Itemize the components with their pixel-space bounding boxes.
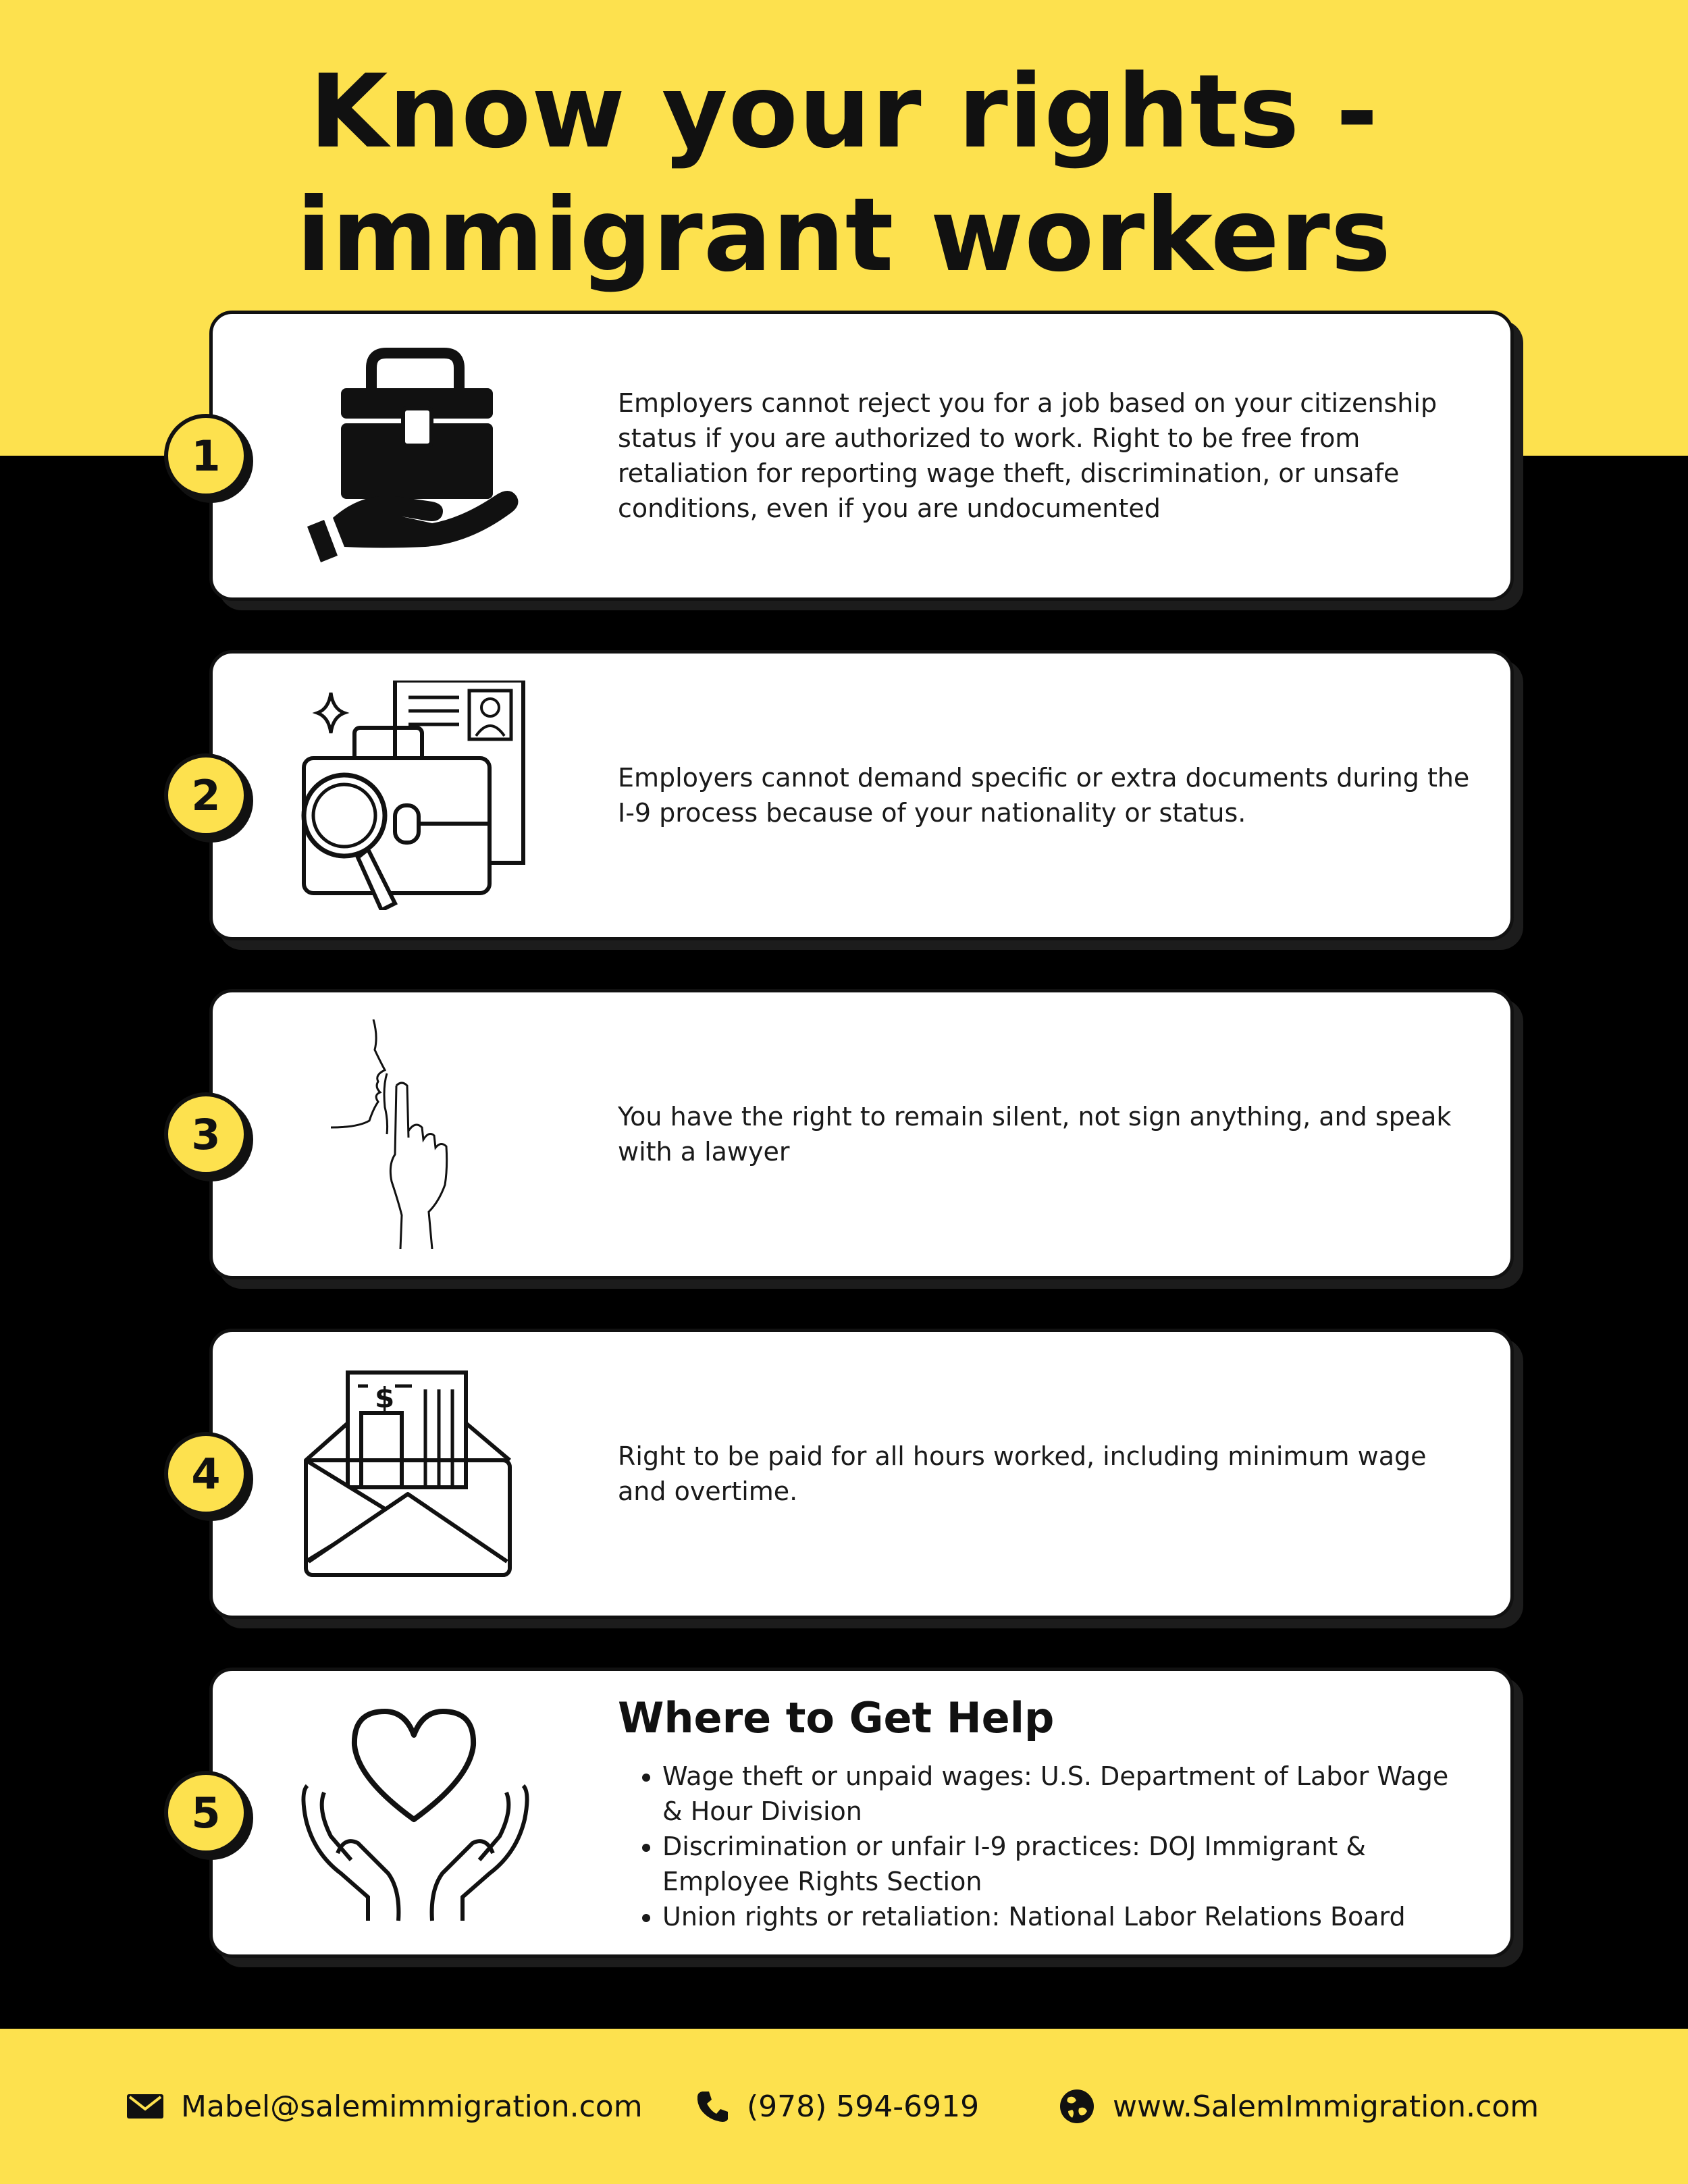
title-line-1: Know your rights -: [309, 53, 1379, 171]
rights-card-3: [191, 989, 1514, 1279]
phone-contact[interactable]: [695, 2079, 979, 2133]
help-item-discrimination: • Discrimination or unfair I-9 practices: DOJ Immigrant & Employee Rights Section: [662, 1829, 1475, 1899]
step-badge-1: 1: [164, 414, 248, 498]
help-heading: Where to Get Help: [618, 1693, 1055, 1742]
step-badge-5: 5: [164, 1771, 248, 1855]
help-item-wage-theft: • Wage theft or unpaid wages: U.S. Department of Labor Wage & Hour Division: [662, 1759, 1475, 1829]
email-contact[interactable]: [127, 2079, 643, 2133]
help-item-union-rights: • Union rights or retaliation: National Labor Relations Board: [662, 1899, 1475, 1934]
help-list: [618, 1759, 1475, 1934]
silence-gesture-icon: [294, 1019, 537, 1249]
briefcase-in-hand-icon: [294, 341, 537, 570]
website-url[interactable]: www.SalemImmigration.com: [1113, 2089, 1539, 2124]
heart-in-hands-icon: [294, 1698, 537, 1927]
globe-icon: [1059, 2088, 1095, 2125]
email-address[interactable]: Mabel@salemimmigration.com: [181, 2089, 643, 2124]
rights-card-1: [191, 311, 1514, 601]
phone-number[interactable]: (978) 594-6919: [747, 2089, 980, 2124]
rights-card-1-text: Employers cannot reject you for a job based on your citizenship status if you are authorized to work. Right to be free from retaliation for reporting wage theft, discrimination, or unsafe conditions, even if you are undocumented: [618, 388, 1438, 523]
page-title: [0, 51, 1688, 298]
rights-card-2-text: Employers cannot demand specific or extra documents during the I-9 process because of your nationality or status.: [618, 763, 1470, 828]
help-section: [618, 1671, 1475, 1954]
rights-card-5: [191, 1668, 1514, 1958]
svg-text:$: $: [375, 1381, 395, 1414]
contact-footer: [0, 2079, 1688, 2133]
rights-card-3-text: You have the right to remain silent, not sign anything, and speak with a lawyer: [618, 1102, 1452, 1167]
step-badge-2: 2: [164, 753, 248, 837]
rights-card-4: [191, 1329, 1514, 1619]
envelope-icon: [127, 2093, 163, 2120]
title-line-2: immigrant workers: [296, 177, 1392, 294]
rights-card-4-text: Right to be paid for all hours worked, including minimum wage and overtime.: [618, 1441, 1427, 1506]
website-contact[interactable]: [1059, 2079, 1539, 2133]
document-inspection-icon: [294, 681, 537, 910]
step-badge-4: 4: [164, 1432, 248, 1516]
rights-card-2: [191, 650, 1514, 940]
step-badge-3: 3: [164, 1092, 248, 1176]
phone-icon: [695, 2089, 729, 2123]
money-envelope-icon: [294, 1359, 537, 1589]
